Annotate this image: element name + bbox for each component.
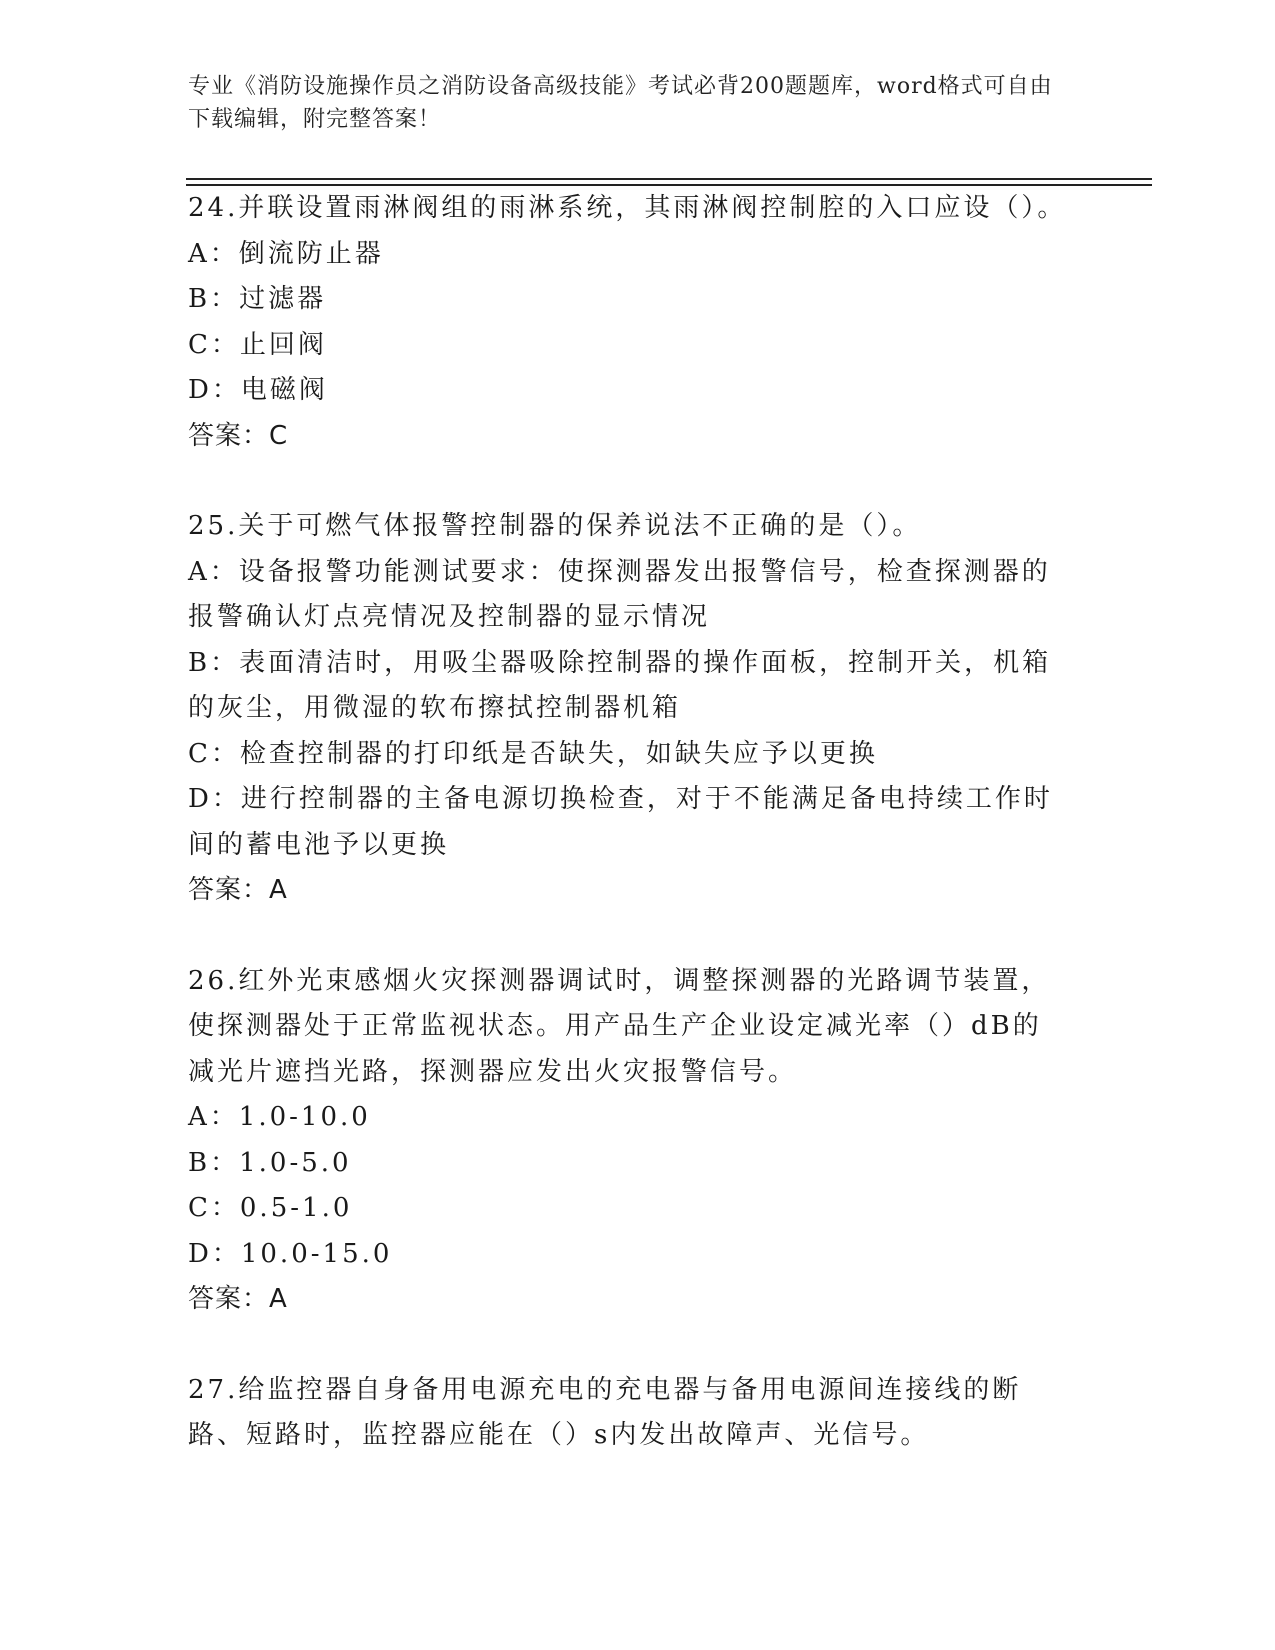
option-a: A：1.0-10.0 — [188, 1102, 371, 1132]
question-25 — [188, 504, 1068, 914]
option-b: B：过滤器 — [188, 284, 327, 314]
option-c: C：0.5-1.0 — [188, 1193, 353, 1223]
question-stem: 25.关于可燃气体报警控制器的保养说法不正确的是（）。 — [188, 511, 922, 541]
question-stem: 26.红外光束感烟火灾探测器调试时，调整探测器的光路调节装置，使探测器处于正常监视状态。用产品生产企业设定减光率（）dB的减光片遮挡光路，探测器应发出火灾报警信号。 — [188, 965, 1051, 1087]
option-b: B：表面清洁时，用吸尘器吸除控制器的操作面板，控制开关，机箱的灰尘，用微湿的软布擦拭控制器机箱 — [188, 647, 1052, 723]
answer: 答案：A — [188, 875, 288, 905]
option-d: D：进行控制器的主备电源切换检查，对于不能满足备电持续工作时间的蓄电池予以更换 — [188, 784, 1053, 860]
option-c: C：检查控制器的打印纸是否缺失，如缺失应予以更换 — [188, 738, 878, 769]
question-26 — [188, 959, 1068, 1323]
option-b: B：1.0-5.0 — [188, 1147, 352, 1178]
option-a: A：倒流防止器 — [188, 238, 384, 269]
question-27 — [188, 1368, 1068, 1459]
header-divider-top — [186, 178, 1152, 180]
question-24 — [188, 186, 1068, 459]
answer: 答案：A — [188, 1284, 288, 1314]
option-c: C：止回阀 — [188, 329, 327, 360]
option-d: D：10.0-15.0 — [188, 1238, 393, 1269]
question-list — [188, 186, 1068, 1459]
document-header: 专业《消防设施操作员之消防设备高级技能》考试必背200题题库，word格式可自由下载编辑，附完整答案！ — [188, 74, 1053, 132]
answer: 答案：C — [188, 420, 289, 451]
question-stem: 27.给监控器自身备用电源充电的充电器与备用电源间连接线的断路、短路时，监控器应能在（）s内发出故障声、光信号。 — [188, 1374, 1022, 1450]
option-d: D：电磁阀 — [188, 375, 328, 405]
option-a: A：设备报警功能测试要求：使探测器发出报警信号，检查探测器的报警确认灯点亮情况及控制器的显示情况 — [188, 556, 1051, 632]
question-stem: 24.并联设置雨淋阀组的雨淋系统，其雨淋阀控制腔的入口应设（）。 — [188, 193, 1067, 223]
